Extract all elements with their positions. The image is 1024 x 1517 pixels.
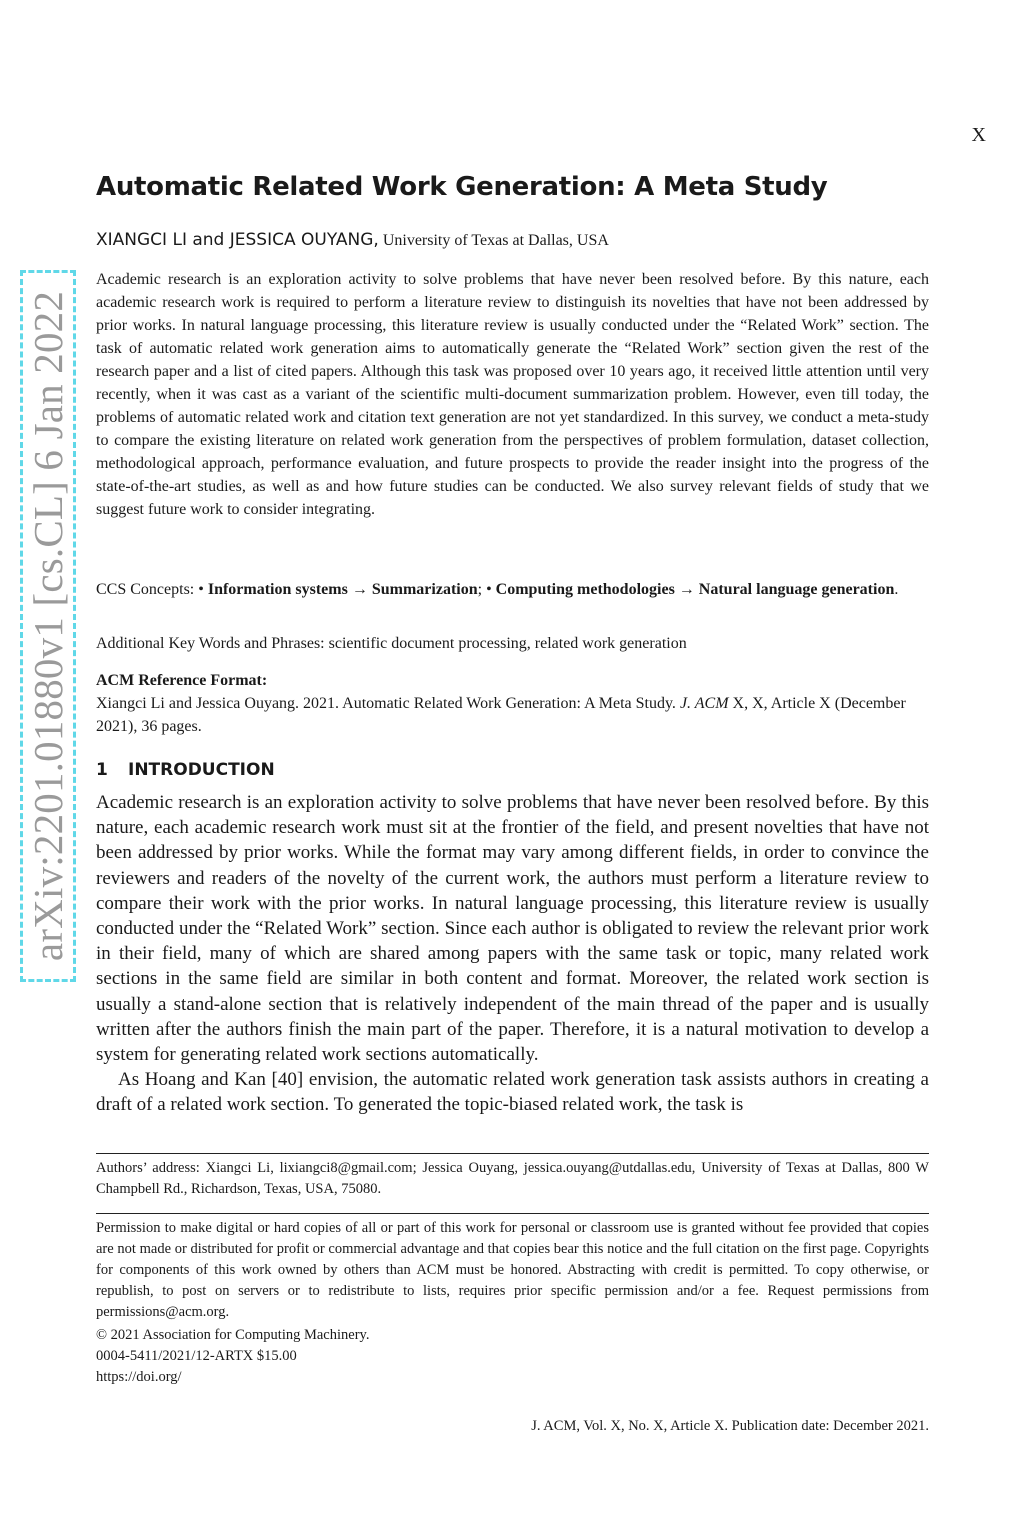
issn: 0004-5411/2021/12-ARTX $15.00 (96, 1348, 297, 1364)
paper-title: Automatic Related Work Generation: A Meta Study (96, 172, 828, 202)
paragraph: As Hoang and Kan [40] envision, the automatic related work generation task assists authors in creating a draft of a related work section. To generated the topic-biased related work, the task is (96, 1069, 929, 1116)
ccs-separator: ; • (477, 581, 492, 598)
arxiv-stamp (20, 270, 76, 982)
acm-reference-text: Xiangci Li and Jessica Ouyang. 2021. Automatic Related Work Generation: A Meta Study. (96, 695, 676, 712)
footnote-divider (96, 1153, 929, 1154)
paragraph: Academic research is an exploration activity to solve problems that have never been resolved before. By this nature, each academic research work must sit at the frontier of the field, and present novelties that have not been addressed by prior works. While the format may vary among different fields, in order to convince the reviewers and readers of the novelty of the current work, the authors must perform a literature review to compare their work with the prior works. In natural language processing, this literature review is usually conducted under the “Related Work” section. Since each author is obligated to review the relevant prior work in their field, many of which are shared among papers with the same task or topic, many related work sections in the same field are similar in both content and format. Moreover, the related work section is usually a stand-alone section that is relatively independent of the main thread of the paper and is usually written after the authors finish the main part of the paper. Therefore, it is a natural motivation to develop a system for generating related work sections automatically. (96, 792, 929, 1066)
abstract: Academic research is an exploration activity to solve problems that have never been resolved before. By this nature, each academic research work is required to perform a literature review to distinguish its novelties that have not been addressed by prior works. In natural language processing, this literature review is usually conducted under the “Related Work” section. The task of automatic related work generation aims to automatically generate the “Related Work” section given the rest of the research paper and a list of cited papers. Although this task was proposed over 10 years ago, it received little attention until very recently, when it was cast as a variant of the scientific multi-document summarization problem. However, even till today, the problems of automatic related work and citation text generation are not yet standardized. In this survey, we conduct a meta-study to compare the existing literature on related work generation from the perspectives of problem formulation, dataset collection, methodological approach, performance evaluation, and future prospects to provide the reader insight into the progress of the state-of-the-art studies, as well as and how future studies can be conducted. We also survey relevant fields of study that we suggest future work to consider integrating. (96, 271, 929, 518)
section-title: INTRODUCTION (128, 760, 275, 780)
arrow-icon: → (678, 581, 695, 598)
ccs-label: CCS Concepts: • (96, 581, 204, 598)
permission-notice: Permission to make digital or hard copies of all or part of this work for personal or classroom use is granted without fee provided that copies are not made or distributed for profit or commercial advantage and that copies bear this notice and the full citation on the first page. Copyrights for components of this work owned by others than ACM must be honored. Abstracting with credit is permitted. To copy otherwise, or republish, to post on servers or to redistribute to lists, requires prior specific permission and/or a fee. Request permissions from permissions@acm.org. (96, 1220, 929, 1320)
page-footer: J. ACM, Vol. X, No. X, Article X. Publication date: December 2021. (531, 1418, 929, 1434)
copyright: © 2021 Association for Computing Machinery. (96, 1327, 370, 1343)
acm-reference-details: X, X, Article X (December 2021), 36 pages. (96, 695, 906, 735)
ccs-term: Computing methodologies (495, 581, 675, 598)
author-line (96, 230, 929, 250)
page-marker: X (971, 124, 986, 146)
author-names: XIANGCI LI and JESSICA OUYANG, (96, 230, 379, 250)
arxiv-identifier[interactable]: arXiv:2201.01880v1 [cs.CL] 6 Jan 2022 (25, 290, 71, 962)
section-number: 1 (96, 760, 108, 780)
ccs-concepts (96, 578, 929, 601)
ccs-term: Information systems (207, 581, 348, 598)
acm-reference-journal: J. ACM (679, 695, 729, 712)
arrow-icon: → (351, 581, 368, 598)
ccs-term: Summarization (371, 581, 478, 598)
ccs-term: Natural language generation (698, 581, 895, 598)
author-affiliation: University of Texas at Dallas, USA (382, 232, 609, 249)
introduction-body (96, 790, 929, 1118)
acm-reference (96, 669, 929, 738)
publication-meta (96, 1325, 929, 1388)
acm-reference-label: ACM Reference Format: (96, 672, 268, 689)
keywords: Additional Key Words and Phrases: scientific document processing, related work generation (96, 635, 687, 652)
section-heading (96, 760, 929, 780)
doi-link[interactable]: https://doi.org/ (96, 1369, 182, 1385)
authors-address: Authors’ address: Xiangci Li, lixiangci8@gmail.com; Jessica Ouyang, jessica.ouyang@utdallas.edu, University of Texas at Dallas, 800 W Champbell Rd., Richardson, Texas, USA, 75080. (96, 1160, 929, 1197)
permission-divider (96, 1213, 929, 1214)
ccs-end: . (894, 581, 899, 598)
